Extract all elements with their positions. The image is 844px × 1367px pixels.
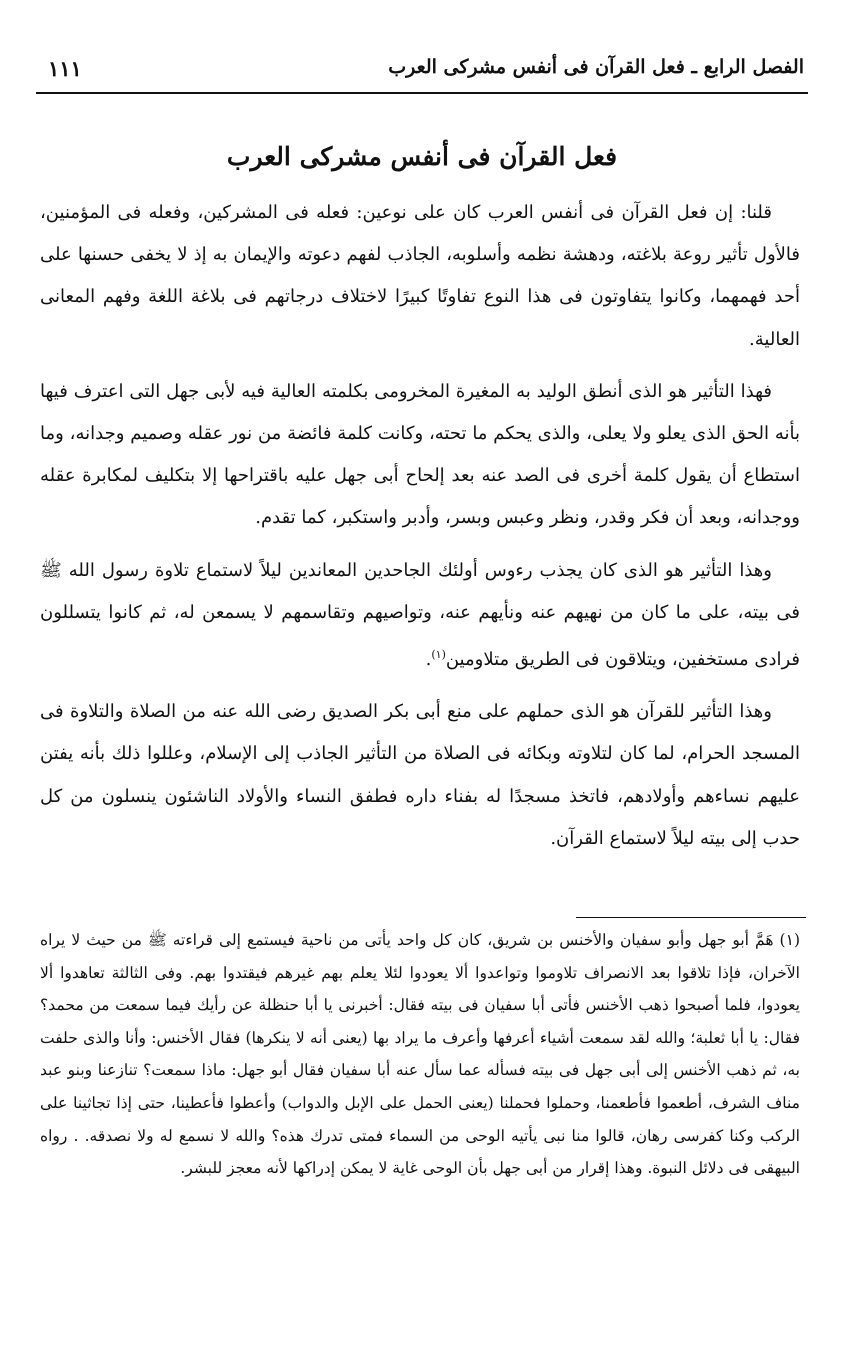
paragraph: وهذا التأثير للقرآن هو الذى حملهم على منع أبى بكر الصديق رضى الله عنه من الصلاة والتلاوة فى المسجد الحرام، لما كان لتلاوته وبكائه فى الصلاة من التأثير الجاذب إلى الإسلام، وعللوا ذلك بأنه يفتن عليهم نساءهم وأولادهم، فاتخذ مسجدًا له بفناء داره فطفق النساء والأولاد الناشئون ينسلون من كل حدب إلى بيته ليلاً لاستماع القرآن.: [40, 701, 800, 849]
page-header: [36, 52, 808, 94]
main-text: [40, 192, 800, 870]
chapter-title: فعل القرآن فى أنفس مشركى العرب: [226, 141, 618, 171]
footnote-divider: [576, 917, 806, 918]
paragraph: قلنا: إن فعل القرآن فى أنفس العرب كان على نوعين: فعله فى المشركين، وفعله فى المؤمنين، فالأول تأثير روعة بلاغته، ودهشة نظمه وأسلوبه، الجاذب لفهم دعوته والإيمان به إذ لا يخفى حسنها على أحد فهمهما، وكانوا يتفاوتون فى هذا النوع تفاوتًا كبيرًا لاختلاف درجاتهم فى بلاغة اللغة وفهم المعانى العالية.: [40, 202, 800, 350]
running-title: الفصل الرابع ـ فعل القرآن فى أنفس مشركى العرب: [388, 56, 804, 78]
paragraph: [40, 371, 800, 540]
footnote: (١) هَمَّ أبو جهل وأبو سفيان والأخنس بن شريق، كان كل واحد يأتى من ناحية فيستمع إلى قراءته ﷺ من حيث لا يراه الآخران، فإذا تلاقوا بعد الانصراف تلاوموا وتواعدوا ألا يعودوا لئلا يعلم بهم غيرهم فيقتدوا بهم. وفى الثالثة تعاهدوا ألا يعودوا، فلما أصبحوا ذهب الأخنس فأتى أبا سفيان فى بيته فقال: أخبرنى يا أبا حنظلة عن رأيك فيما سمعت من محمد؟ فقال: يا أبا ثعلبة؛ والله لقد سمعت أشياء أعرفها وأعرف ما يراد بها (يعنى أنه لا ينكرها) فقال الأخنس: وأنا والذى حلفت به، ثم ذهب الأخنس إلى أبى جهل فى بيته فسأله عما سأل عنه أبا سفيان فقال أبو جهل: ماذا سمعت؟ تنازعنا وبنو عبد مناف الشرف، أطعموا فأطعمنا، وحملوا فحملنا (يعنى الحمل على الإبل والدواب) وأعطوا فأعطينا، حتى إذا تجاثينا على الركب وكنا كفرسى رهان، قالوا منا نبى يأتيه الوحى من السماء فمتى تدرك هذه؟ والله لا نسمع له ولا نصدقه. . رواه البيهقى فى دلائل النبوة. وهذا إقرار من أبى جهل بأن الوحى غاية لا يمكن إدراكها لأنه معجز للبشر.: [40, 931, 800, 1178]
footnote-reference[interactable]: (١): [431, 648, 446, 662]
paragraph: وهذا التأثير هو الذى كان يجذب رءوس أولئك الجاحدين المعاندين ليلاً لاستماع تلاوة رسول الله ﷺ فى بيته، على ما كان من نهيهم عنه ونأيهم عنه، وتواصيهم وتقاسمهم لا يسمعن له، ثم كانوا يتسللون فرادى مستخفين، ويتلاقون فى الطريق متلاومين$^{(١)}$.: [40, 559, 800, 671]
paragraph-text: وهذا التأثير هو الذى كان يجذب رءوس أولئك الجاحدين المعاندين ليلاً لاستماع تلاوة رسول الله ﷺ فى بيته، على ما كان من نهيهم عنه ونأيهم عنه، وتواصيهم وتقاسمهم لا يسمعن له، ثم كانوا يتسللون فرادى مستخفين، ويتلاقون فى الطريق متلاومين: [40, 559, 800, 671]
paragraph-text: فهذا التأثير هو الذى أنطق الوليد به المغيرة المخرومى بكلمته العالية فيه لأبى جهل التى اعترف فيها بأنه الحق الذى يعلو ولا يعلى، والذى يحكم ما تحته، وكانت كلمة فائضة من نور عقله وصميم وجدانه، وما استطاع أن يقول كلمة أخرى فى الصد عنه بعد إلحاح أبى جهل عليه باقتراحها إلا بتكليف لمكابرة عقله ووجدانه، وبعد أن فكر وقدر، ونظر وعبس وبسر، وأدبر واستكبر، كما تقدم.: [40, 380, 800, 529]
page-number: ١١١: [48, 56, 82, 81]
